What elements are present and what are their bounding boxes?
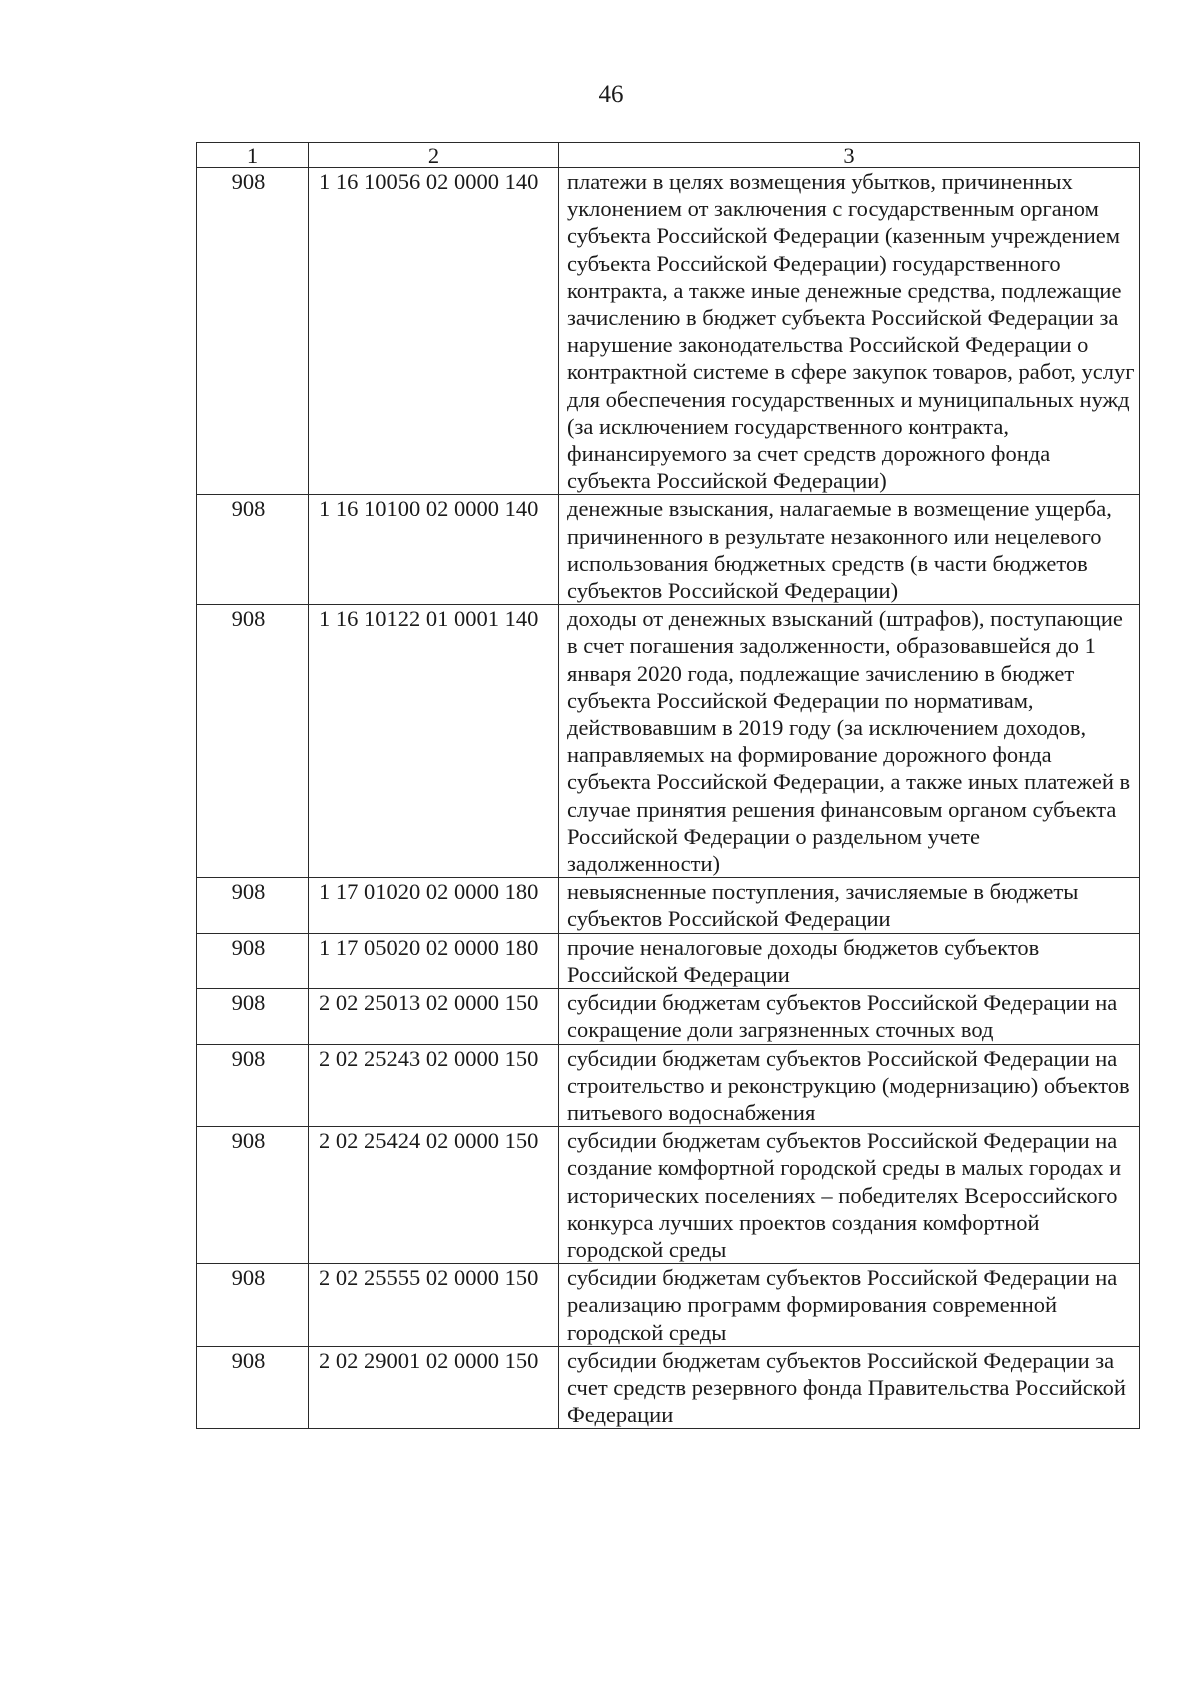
admin-code-cell: 908 xyxy=(197,989,309,1044)
revenue-code-cell: 2 02 25243 02 0000 150 xyxy=(309,1044,559,1127)
revenue-code-cell: 1 17 05020 02 0000 180 xyxy=(309,933,559,988)
description-cell: невыясненные поступления, зачисляемые в бюджеты субъектов Российской Федерации xyxy=(559,878,1140,933)
admin-code-cell: 908 xyxy=(197,1044,309,1127)
revenue-code-cell: 1 16 10122 01 0001 140 xyxy=(309,605,559,878)
table-row xyxy=(197,495,1140,605)
table-row xyxy=(197,168,1140,495)
description-cell: субсидии бюджетам субъектов Российской Федерации на создание комфортной городской среды в малых городах и исторических поселениях – победителях Всероссийского конкурса лучших проектов создания комфортной городской среды xyxy=(559,1127,1140,1264)
page-number: 46 xyxy=(598,81,624,108)
admin-code-cell: 908 xyxy=(197,878,309,933)
table-row xyxy=(197,1127,1140,1264)
revenue-code-cell: 2 02 25424 02 0000 150 xyxy=(309,1127,559,1264)
admin-code-cell: 908 xyxy=(197,1264,309,1347)
description-cell: субсидии бюджетам субъектов Российской Федерации за счет средств резервного фонда Правительства Российской Федерации xyxy=(559,1346,1140,1429)
revenue-code-cell: 2 02 29001 02 0000 150 xyxy=(309,1346,559,1429)
admin-code-cell: 908 xyxy=(197,1127,309,1264)
table-row xyxy=(197,605,1140,878)
table-row xyxy=(197,1264,1140,1347)
revenue-code-cell: 2 02 25555 02 0000 150 xyxy=(309,1264,559,1347)
description-cell: платежи в целях возмещения убытков, причиненных уклонением от заключения с государственным органом субъекта Российской Федерации (казенным учреждением субъекта Российской Федерации) государственного контракта, а также иные денежные средства, подлежащие зачислению в бюджет субъекта Российской Федерации за нарушение законодательства Российской Федерации о контрактной системе в сфере закупок товаров, работ, услуг для обеспечения государственных и муниципальных нужд (за исключением государственного контракта, финансируемого за счет средств дорожного фонда субъекта Российской Федерации) xyxy=(559,168,1140,495)
column-header-2: 2 xyxy=(309,143,559,168)
description-cell: прочие неналоговые доходы бюджетов субъектов Российской Федерации xyxy=(559,933,1140,988)
revenue-code-cell: 1 16 10100 02 0000 140 xyxy=(309,495,559,605)
admin-code-cell: 908 xyxy=(197,1346,309,1429)
admin-code-cell: 908 xyxy=(197,933,309,988)
revenue-code-cell: 2 02 25013 02 0000 150 xyxy=(309,989,559,1044)
description-cell: субсидии бюджетам субъектов Российской Федерации на сокращение доли загрязненных сточных вод xyxy=(559,989,1140,1044)
description-cell: денежные взыскания, налагаемые в возмещение ущерба, причиненного в результате незаконного или нецелевого использования бюджетных средств (в части бюджетов субъектов Российской Федерации) xyxy=(559,495,1140,605)
table-header-row xyxy=(197,143,1140,168)
table-row xyxy=(197,878,1140,933)
revenue-code-cell: 1 17 01020 02 0000 180 xyxy=(309,878,559,933)
column-header-3: 3 xyxy=(559,143,1140,168)
admin-code-cell: 908 xyxy=(197,168,309,495)
table-row xyxy=(197,1346,1140,1429)
table-row xyxy=(197,933,1140,988)
column-header-1: 1 xyxy=(197,143,309,168)
description-cell: доходы от денежных взысканий (штрафов), поступающие в счет погашения задолженности, образовавшейся до 1 января 2020 года, подлежащие зачислению в бюджет субъекта Российской Федерации по нормативам, действовавшим в 2019 году (за исключением доходов, направляемых на формирование дорожного фонда субъекта Российской Федерации, а также иных платежей в случае принятия решения финансовым органом субъекта Российской Федерации о раздельном учете задолженности) xyxy=(559,605,1140,878)
description-cell: субсидии бюджетам субъектов Российской Федерации на строительство и реконструкцию (модернизацию) объектов питьевого водоснабжения xyxy=(559,1044,1140,1127)
description-cell: субсидии бюджетам субъектов Российской Федерации на реализацию программ формирования современной городской среды xyxy=(559,1264,1140,1347)
revenue-code-cell: 1 16 10056 02 0000 140 xyxy=(309,168,559,495)
budget-codes-table xyxy=(196,142,1140,1429)
table-row xyxy=(197,1044,1140,1127)
table-row xyxy=(197,989,1140,1044)
admin-code-cell: 908 xyxy=(197,605,309,878)
admin-code-cell: 908 xyxy=(197,495,309,605)
